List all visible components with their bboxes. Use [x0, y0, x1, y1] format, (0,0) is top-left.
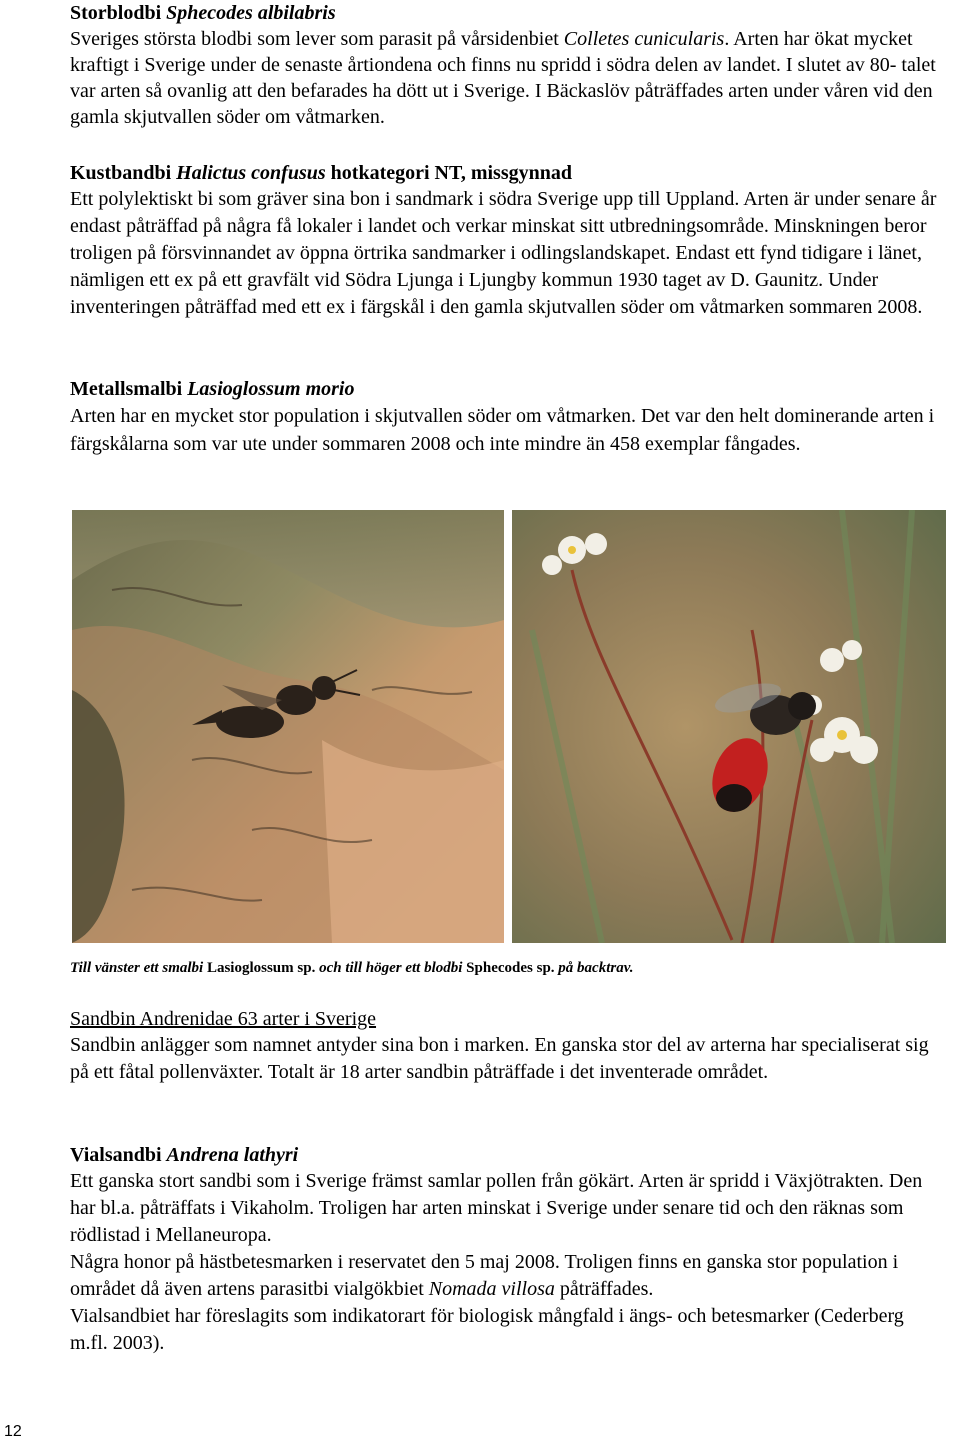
photo-blodbi-on-flower	[512, 510, 946, 943]
heading-latin-name: Sphecodes albilabris	[166, 2, 336, 24]
latin-name: Colletes cunicularis	[563, 28, 725, 50]
caption-text: på backtrav.	[554, 960, 634, 976]
photo-caption	[70, 958, 634, 978]
latin-name: Nomada villosa	[428, 1278, 555, 1300]
caption-species: Lasioglossum sp.	[206, 960, 316, 976]
section-metallsmalbi	[70, 376, 950, 458]
section-vialsandbi	[70, 1142, 950, 1357]
paragraph-kustbandbi: Ett polylektiskt bi som gräver sina bon i sandmark i södra Sverige upp till Uppland. Arten är under senare år endast påträffad på några få lokaler i landet och verkar minskat sitt utbredningsområde. Minskningen beror troligen på försvinnandet av öppna örtrika sandmarker i odlingslandskapet. Endast ett fynd tidigare i länet, nämligen ett ex på ett gravfält vid Södra Ljunga i Ljungby kommun 1930 taget av D. Gaunitz. Under inventeringen påträffad med ett ex i färgskål i den gamla skjutvallen söder om våtmarken sommaren 2008.	[70, 188, 937, 318]
caption-text: och till höger ett blodbi	[315, 960, 467, 976]
smalbi-photo-illustration	[72, 510, 504, 943]
heading-category: hotkategori NT, missgynnad	[330, 162, 572, 184]
section-kustbandbi	[70, 160, 950, 321]
text-span: Sveriges största blodbi som lever som parasit på vårsidenbiet	[70, 28, 564, 50]
heading-common-name: Kustbandbi	[70, 162, 172, 184]
heading-common-name: Storblodbi	[70, 2, 162, 24]
text-span: Några honor på hästbetesmarken i reservatet den 5 maj 2008. Troligen finns en ganska stor population i området då även artens parasitbi vialgökbiet	[70, 1251, 899, 1300]
text-span: . Arten har ökat mycket kraftigt i Sverige under de senaste årtiondena och finns nu spridd i södra delen av landet. I slutet av 80- talet var arten så ovanlig att den befarades ha dött ut i Sverige. I Bäckaslöv påträffades arten under våren vid den gamla skjutvallen söder om våtmarken.	[70, 28, 936, 128]
caption-text: Till vänster ett smalbi	[70, 960, 207, 976]
heading-latin-name: Lasioglossum morio	[187, 378, 355, 400]
heading-sandbin: Sandbin Andrenidae 63 arter i Sverige	[70, 1008, 377, 1030]
blodbi-photo-illustration	[512, 510, 946, 943]
paragraph-metallsmalbi: Arten har en mycket stor population i skjutvallen söder om våtmarken. Det var den helt dominerande arten i färgskålarna som var ute under sommaren 2008 och inte mindre än 458 exemplar fångades.	[70, 405, 935, 455]
paragraph-vialsandbi-1: Ett ganska stort sandbi som i Sverige främst samlar pollen från gökärt. Arten är spridd i Växjötrakten. Den har bl.a. påträffats i Vikaholm. Troligen har arten minskat i Sverige under senare tid och den räknas som rödlistad i Mellaneuropa.	[70, 1170, 923, 1246]
section-sandbin	[70, 1006, 950, 1086]
heading-metallsmalbi	[70, 376, 950, 402]
paragraph-sandbin: Sandbin anlägger som namnet antyder sina bon i marken. En ganska stor del av arterna har specialiserat sig på ett fåtal pollenväxter. Totalt är 18 arter sandbin påträffade i det inventerade området.	[70, 1034, 929, 1083]
heading-common-name: Vialsandbi	[70, 1144, 162, 1166]
section-storblodbi	[70, 0, 950, 130]
heading-vialsandbi	[70, 1142, 950, 1168]
paragraph-vialsandbi-3: Vialsandbiet har föreslagits som indikatorart för biologisk mångfald i ängs- och betesmarker (Cederberg m.fl. 2003).	[70, 1305, 904, 1354]
heading-storblodbi	[70, 0, 950, 26]
heading-latin-name: Halictus confusus	[176, 162, 326, 184]
heading-common-name: Metallsmalbi	[70, 378, 183, 400]
photo-smalbi-on-wood	[72, 510, 504, 943]
paragraph-vialsandbi-2	[70, 1249, 946, 1303]
page-number: 12	[4, 1423, 22, 1440]
text-span: påträffades.	[554, 1278, 654, 1300]
heading-latin-name: Andrena lathyri	[166, 1144, 299, 1166]
heading-kustbandbi	[70, 160, 950, 186]
caption-species: Sphecodes sp.	[466, 960, 555, 976]
paragraph-storblodbi	[70, 26, 946, 130]
